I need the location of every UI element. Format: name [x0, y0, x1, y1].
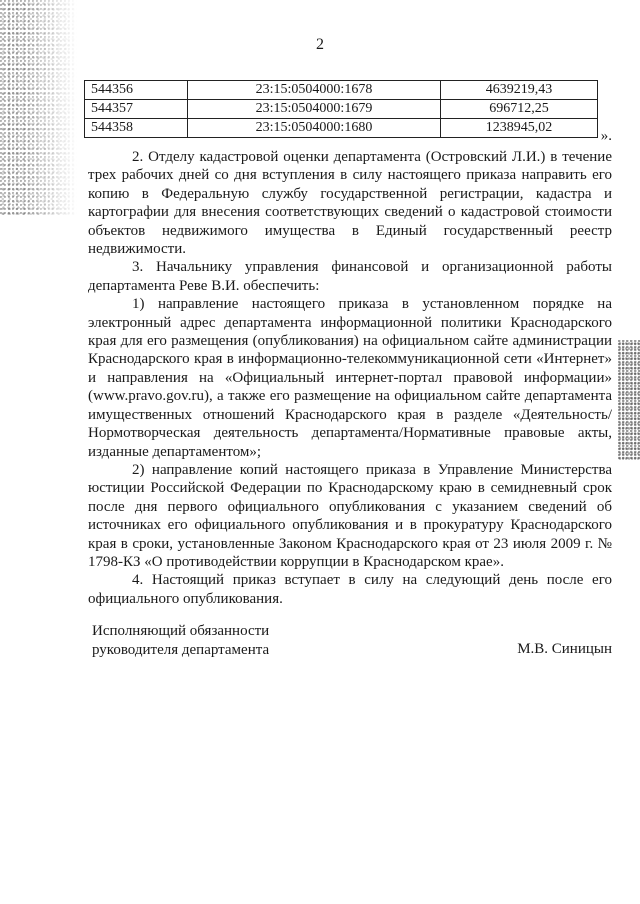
paragraph-item-2: 2. Отделу кадастровой оценки департамента (Островский Л.И.) в течение трех рабочих дней со дня вступления в силу настоящего приказа направить его копию в Федеральную службу государственной регистрации, кадастра и картографии для внесения соответствующих сведений о кадастровой стоимости объектов недвижимого имущества в Единый государственный реестр недвижимости. [88, 149, 612, 258]
table-cell-cadastral-value: 1238945,02 [441, 119, 598, 138]
paragraph-item-4: 4. Настоящий приказ вступает в силу на следующий день после его официального опубликования. [88, 572, 612, 607]
table-row [85, 119, 598, 138]
table-cell-number: 544358 [85, 119, 188, 138]
closing-quote: ». [600, 128, 612, 144]
table-cell-cadastral-number: 23:15:0504000:1679 [188, 100, 441, 119]
page-number: 2 [316, 36, 324, 53]
signature-position [92, 622, 269, 660]
cadastral-value-table [84, 80, 598, 138]
scan-noise-right [618, 340, 640, 460]
table-cell-cadastral-value: 696712,25 [441, 100, 598, 119]
table-row [85, 100, 598, 119]
scan-noise-left [0, 0, 78, 215]
table-cell-number: 544356 [85, 81, 188, 100]
table-cell-cadastral-value: 4639219,43 [441, 81, 598, 100]
table-cell-cadastral-number: 23:15:0504000:1680 [188, 119, 441, 138]
paragraph-subitem-2: 2) направление копий настоящего приказа в Управление Министерства юстиции Российской Федерации по Краснодарскому краю в семидневный срок после дня первого официального опубликования с указанием сведений об источниках его официального опубликования и в прокуратуру Краснодарского края в сроки, установленные Законом Краснодарского края от 23 июля 2009 г. № 1798-КЗ «О противодействии коррупции в Краснодарском крае». [88, 461, 612, 570]
signature-name: М.В. Синицын [517, 641, 612, 657]
paragraph-subitem-1: 1) направление настоящего приказа в установленном порядке на электронный адрес департамента информационной политики Краснодарского края для его размещения (опубликования) на официальном сайте администрации Краснодарского края в информационно-телекоммуникационной сети «Интернет» и направления на «Официальный интернет-портал правовой информации» (www.pravo.gov.ru), а также его размещение на официальном сайте департамента имущественных отношений Краснодарского края в разделе «Деятельность/Нормотворческая деятельность департамента/Нормативные правовые акты, изданные департаментом»; [88, 296, 612, 460]
table-row [85, 81, 598, 100]
paragraph-item-3: 3. Начальнику управления финансовой и организационной работы департамента Реве В.И. обеспечить: [88, 259, 612, 294]
signature-position-line2: руководителя департамента [92, 642, 270, 658]
document-body [88, 148, 612, 608]
table-cell-number: 544357 [85, 100, 188, 119]
table-cell-cadastral-number: 23:15:0504000:1678 [188, 81, 441, 100]
signature-position-line1: Исполняющий обязанности [92, 623, 270, 639]
